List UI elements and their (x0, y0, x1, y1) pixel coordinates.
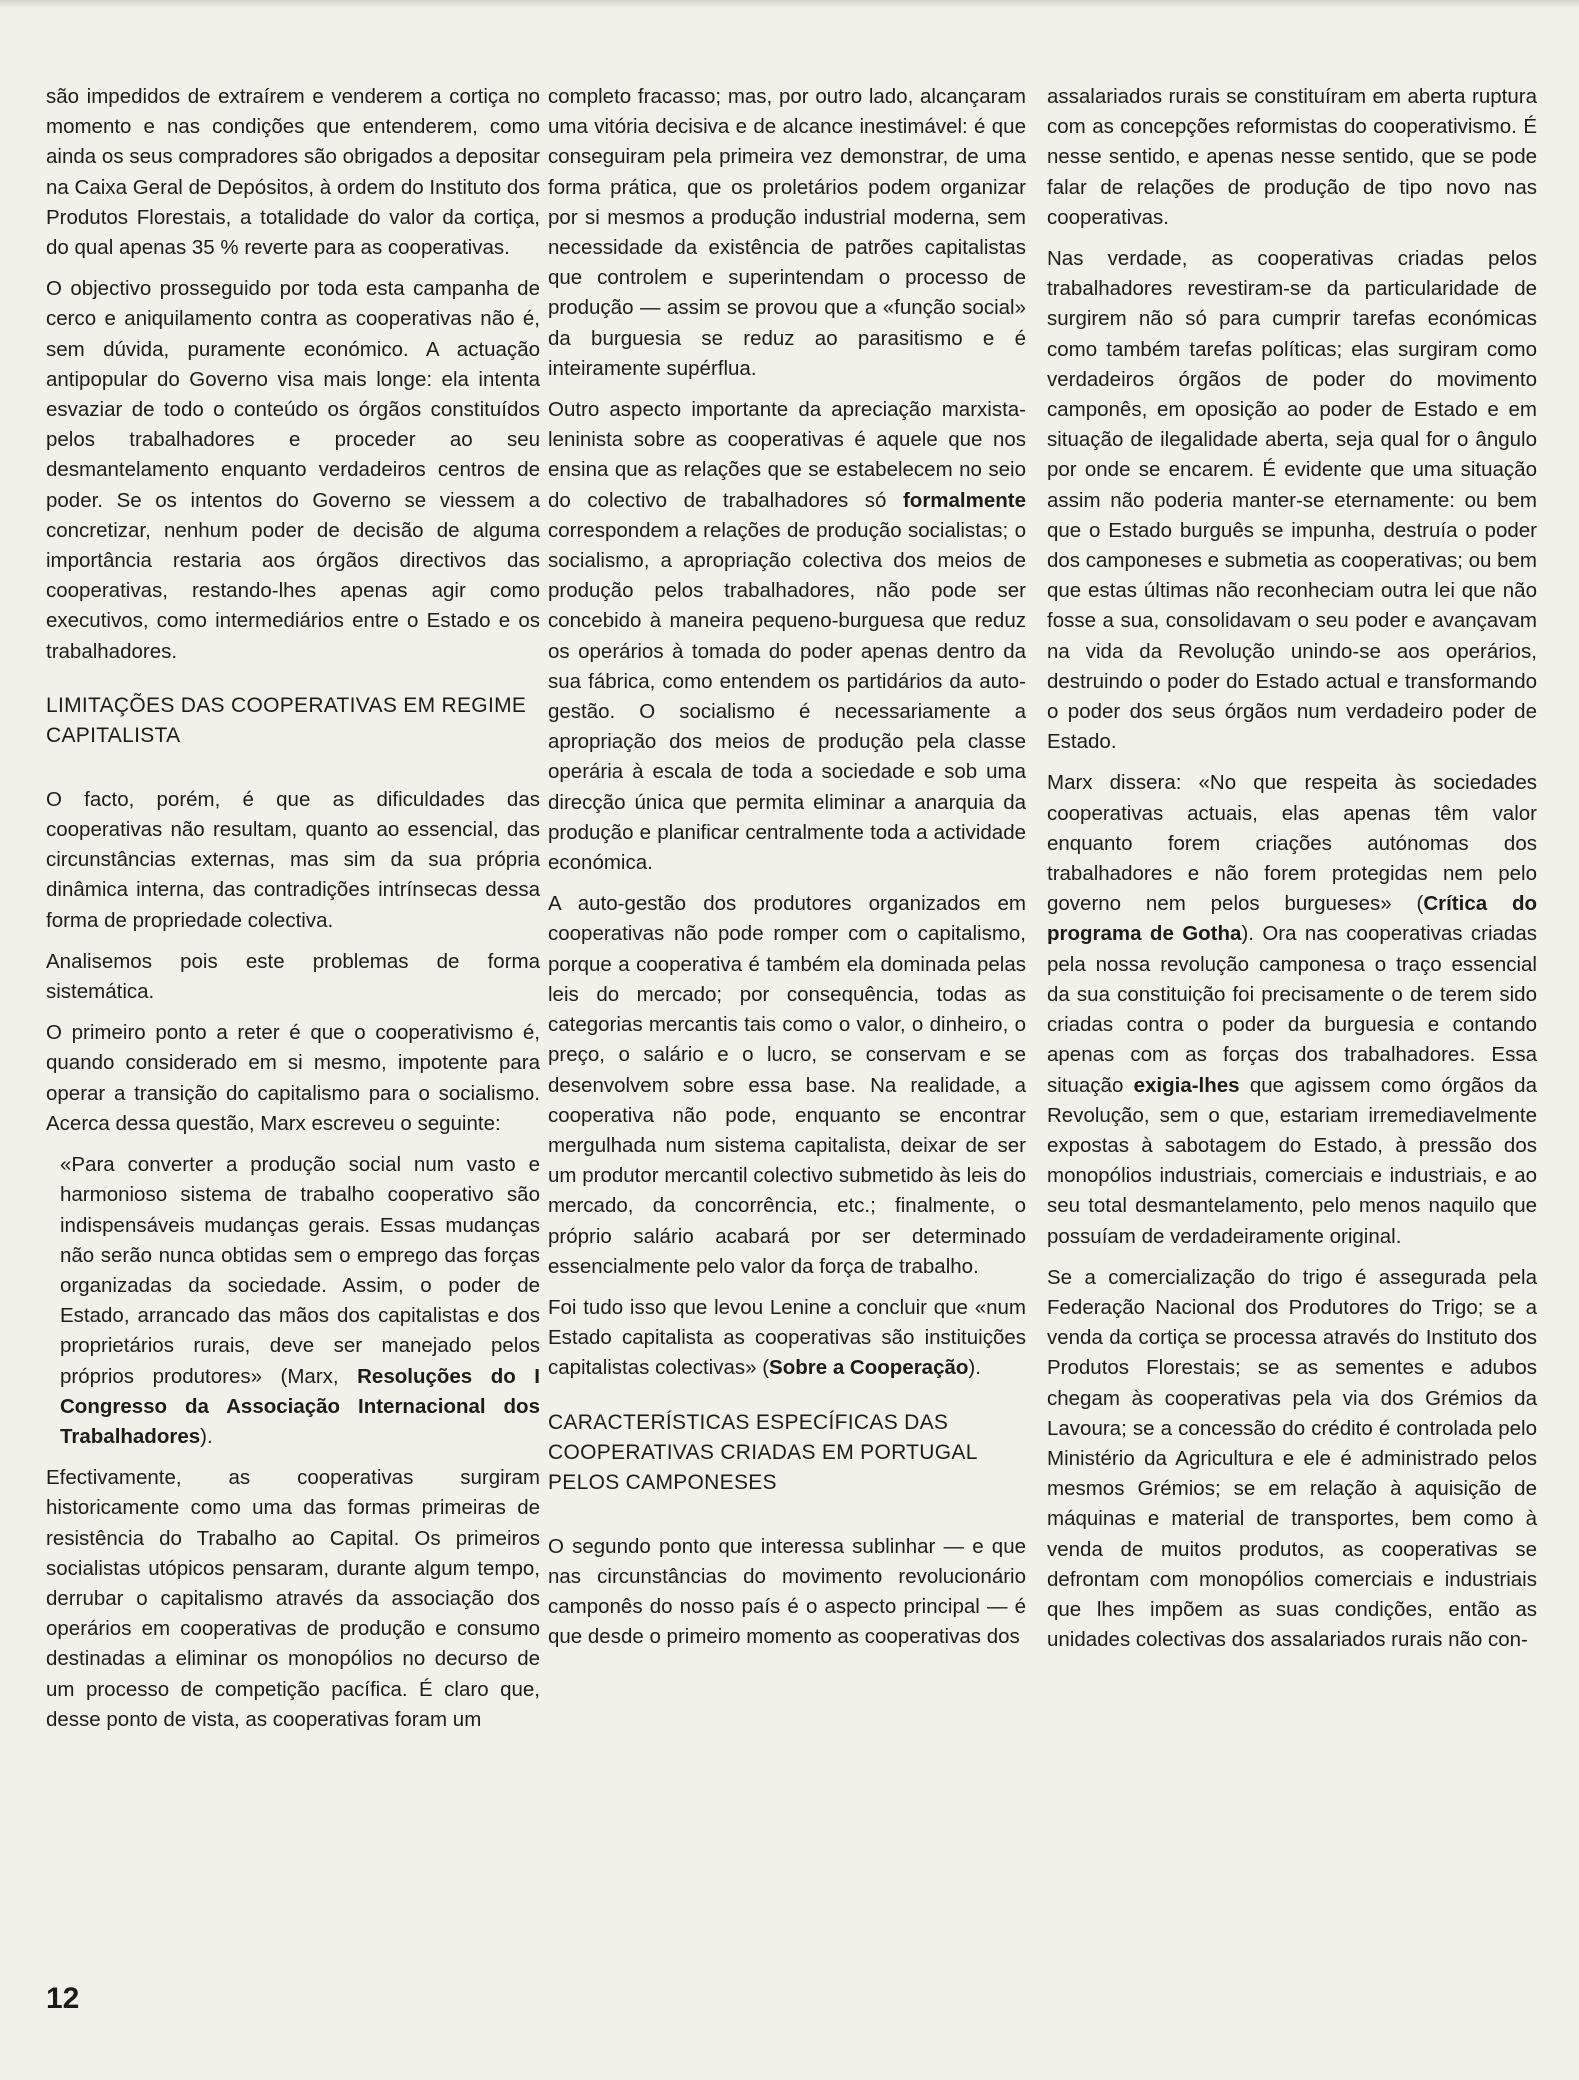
paragraph-text: Nas verdade, as cooperativas criadas pelos trabalhadores revestiram-se da particularidade de surgirem não só para cumprir tarefas económicas como também tarefas políticas; elas surgiram como verdadeiros órgãos de poder do movimento camponês, em oposição ao poder de Estado e em situação de ilegalidade aberta, seja qual for o ângulo por onde se encarem. É evidente que uma situação assim não poderia manter-se eternamente: ou bem que o Estado burguês se impunha, destruía o poder dos camponeses e submetia as cooperativas; ou bem que estas últimas não reconheciam outra lei que não fosse a sua, consolidavam o seu poder e avançavam na vida da Revolução unindo-se aos operários, destruindo o poder do Estado actual e transformando o poder dos seus órgãos num verdadeiro poder de Estado. (1047, 247, 1537, 754)
body-paragraph (1047, 82, 1537, 233)
body-paragraph (46, 785, 540, 936)
paragraph-text: Foi tudo isso que levou Lenine a concluir que «num Estado capitalista as cooperativas são instituições capitalistas colectivas» ( (548, 1295, 1026, 1380)
emphasis-text: Sobre a Cooperação (769, 1356, 969, 1380)
body-paragraph (46, 947, 540, 1007)
body-paragraph (548, 1532, 1026, 1653)
emphasis-text: Crítica do programa de Gotha (1047, 892, 1538, 946)
paragraph-text: Marx dissera: «No que respeita às sociedades cooperativas actuais, elas apenas têm valor enquanto forem criações autónomas dos trabalhadores e não forem protegidas nem pelo governo nem pelos burgueses» ( (1047, 771, 1537, 916)
paragraph-text: ). Ora nas cooperativas criadas pela nossa revolução camponesa o traço essencial da sua constituição foi precisamente o de terem sido criadas contra o poder da burguesia e contando apenas com as forças dos trabalhadores. Essa situação (1047, 922, 1537, 1097)
paragraph-text: assalariados rurais se constituíram em aberta ruptura com as concepções reformistas do cooperativismo. É nesse sentido, e apenas nesse sentido, que se pode falar de relações de produção de tipo novo nas cooperativas. (1047, 85, 1537, 229)
column-2 (548, 82, 1026, 1663)
body-paragraph (548, 395, 1026, 878)
body-paragraph (46, 82, 540, 263)
emphasis-text: exigia-lhes (1133, 1073, 1240, 1097)
body-paragraph (548, 82, 1026, 384)
emphasis-text: Resoluções do I Congresso da Associação Internacional dos Trabalhadores (60, 1364, 540, 1448)
emphasis-text: formalmente (902, 488, 1026, 512)
column-3 (1047, 82, 1537, 1666)
paragraph-text: ). (968, 1356, 981, 1380)
paragraph-text: Se a comercialização do trigo é assegurada pela Federação Nacional dos Produtores do Trigo; se a venda da cortiça se processa através do Instituto dos Produtos Florestais; se as sementes e adubos chegam às cooperativas pela via dos Grémios da Lavoura; se a concessão do crédito é controlada pelo Ministério da Agricultura e ele é administrado pelos mesmos Grémios; se em relação à aquisição de máquinas e material de transportes, bem como à venda de muitos produtos, as cooperativas se defrontam com monopólios comerciais e industriais que lhes impõem as suas condições, então as unidades colectivas dos assalariados rurais não con- (1047, 1265, 1537, 1652)
body-paragraph (46, 1018, 540, 1139)
page-number: 12 (46, 1982, 80, 2015)
paragraph-text: que agissem como órgãos da Revolução, sem o que, estariam irremediavelmente expostas à sabotagem do Estado, à pressão dos monopólios industriais, comerciais e industriais, e ao seu total desmantelamento, pelo menos naquilo que possuíam de verdadeiramente original. (1047, 1073, 1537, 1248)
body-paragraph (46, 274, 540, 667)
body-paragraph (46, 1463, 540, 1735)
paragraph-text: completo fracasso; mas, por outro lado, alcançaram uma vitória decisiva e de alcance inestimável: é que conseguiram pela primeira vez demonstrar, de uma forma prática, que os proletários podem organizar por si mesmos a produção industrial moderna, sem necessidade da existência de patrões capitalistas que controlem e superintendam o processo de produção — assim se provou que a «função social» da burguesia se reduz ao parasitismo e é inteiramente supérflua. (548, 85, 1026, 380)
body-paragraph (60, 1150, 540, 1452)
paragraph-text: Efectivamente, as cooperativas surgiram historicamente como uma das formas primeiras de resistência do Trabalho ao Capital. Os primeiros socialistas utópicos pensaram, durante algum tempo, derrubar o capitalismo através da associação dos operários em cooperativas de produção e consumo destinadas a eliminar os monopólios no decurso de um processo de competição pacífica. É claro que, desse ponto de vista, as cooperativas foram um (46, 1466, 540, 1731)
section-heading: CARACTERÍSTICAS ESPECÍFICAS DAS COOPERATIVAS CRIADAS EM PORTUGAL PELOS CAMPONESES (548, 1410, 977, 1494)
paragraph-text: O objectivo prosseguido por toda esta campanha de cerco e aniquilamento contra as cooperativas não é, sem dúvida, puramente económico. A actuação antipopular do Governo visa mais longe: ela intenta esvaziar de todo o conteúdo os órgãos constituídos pelos trabalhadores e proceder ao seu desmantelamento enquanto verdadeiros centros de poder. Se os intentos do Governo se viessem a concretizar, nenhum poder de decisão de alguma importância restaria aos órgãos directivos das cooperativas, restando-lhes apenas agir como executivos, como intermediários entre o Estado e os trabalhadores. (46, 277, 540, 663)
body-paragraph (1047, 768, 1537, 1251)
column-1 (46, 82, 540, 1746)
body-paragraph (1047, 1263, 1537, 1656)
section-heading: LIMITAÇÕES DAS COOPERATIVAS EM REGIME CAPITALISTA (46, 693, 527, 747)
paragraph-text: Outro aspecto importante da apreciação marxista-leninista sobre as cooperativas é aquele que nos ensina que as relações que se estabelecem no seio do colectivo de trabalhadores só (548, 398, 1026, 512)
paragraph-text: «Para converter a produção social num vasto e harmonioso sistema de trabalho cooperativo são indispensáveis mudanças gerais. Essas mudanças não serão nunca obtidas sem o emprego das forças organizadas da sociedade. Assim, o poder de Estado, arrancado das mãos dos capitalistas e dos proprietários rurais, deve ser manejado pelos próprios produtores» (Marx, (60, 1153, 540, 1388)
body-paragraph (548, 1293, 1026, 1384)
body-paragraph (1047, 244, 1537, 757)
body-paragraph (548, 889, 1026, 1282)
paragraph-text: A auto-gestão dos produtores organizados em cooperativas não pode romper com o capitalismo, porque a cooperativa é também ela dominada pelas leis do mercado; por consequência, todas as categorias mercantis tais como o valor, o dinheiro, o preço, o salário e o lucro, se conservam e se desenvolvem sobre essa base. Na realidade, a cooperativa não pode, enquanto se encontrar mergulhada num sistema capitalista, deixar de ser um produtor mercantil colectivo submetido às leis do mercado, da concorrência, etc.; finalmente, o próprio salário acabará por ser determinado essencialmente pelo valor da força de trabalho. (548, 892, 1026, 1278)
page-edge (0, 0, 1579, 8)
paragraph-text: ). (200, 1424, 213, 1448)
paragraph-text: são impedidos de extraírem e venderem a cortiça no momento e nas condições que entenderem, como ainda os seus compradores são obrigados a depositar na Caixa Geral de Depósitos, à ordem do Instituto dos Produtos Florestais, a totalidade do valor da cortiça, do qual apenas 35 % reverte para as cooperativas. (46, 85, 540, 260)
paragraph-text: O facto, porém, é que as dificuldades das cooperativas não resultam, quanto ao essencial, das circunstâncias externas, mas sim da sua própria dinâmica interna, das contradições intrínsecas dessa forma de propriedade colectiva. (46, 787, 540, 932)
paragraph-text: Analisemos pois este problemas de forma sistemática. (46, 949, 540, 1004)
paragraph-text: O segundo ponto que interessa sublinhar — e que nas circunstâncias do movimento revolucionário camponês do nosso país é o aspecto principal — é que desde o primeiro momento as cooperativas dos (548, 1534, 1026, 1649)
paragraph-text: correspondem a relações de produção socialistas; o socialismo, a apropriação colectiva dos meios de produção pelos trabalhadores, não pode ser concebido à maneira pequeno-burguesa que reduz os operários à tomada do poder apenas dentro da sua fábrica, como entendem os partidários da auto-gestão. O socialismo é necessariamente a apropriação dos meios de produção pela classe operária à escala de toda a sociedade e sob uma direcção única que permita eliminar a anarquia da produção e planificar centralmente toda a actividade económica. (548, 518, 1026, 875)
paragraph-text: O primeiro ponto a reter é que o cooperativismo é, quando considerado em si mesmo, impotente para operar a transição do capitalismo para o socialismo. Acerca dessa questão, Marx escreveu o seguinte: (46, 1021, 540, 1135)
